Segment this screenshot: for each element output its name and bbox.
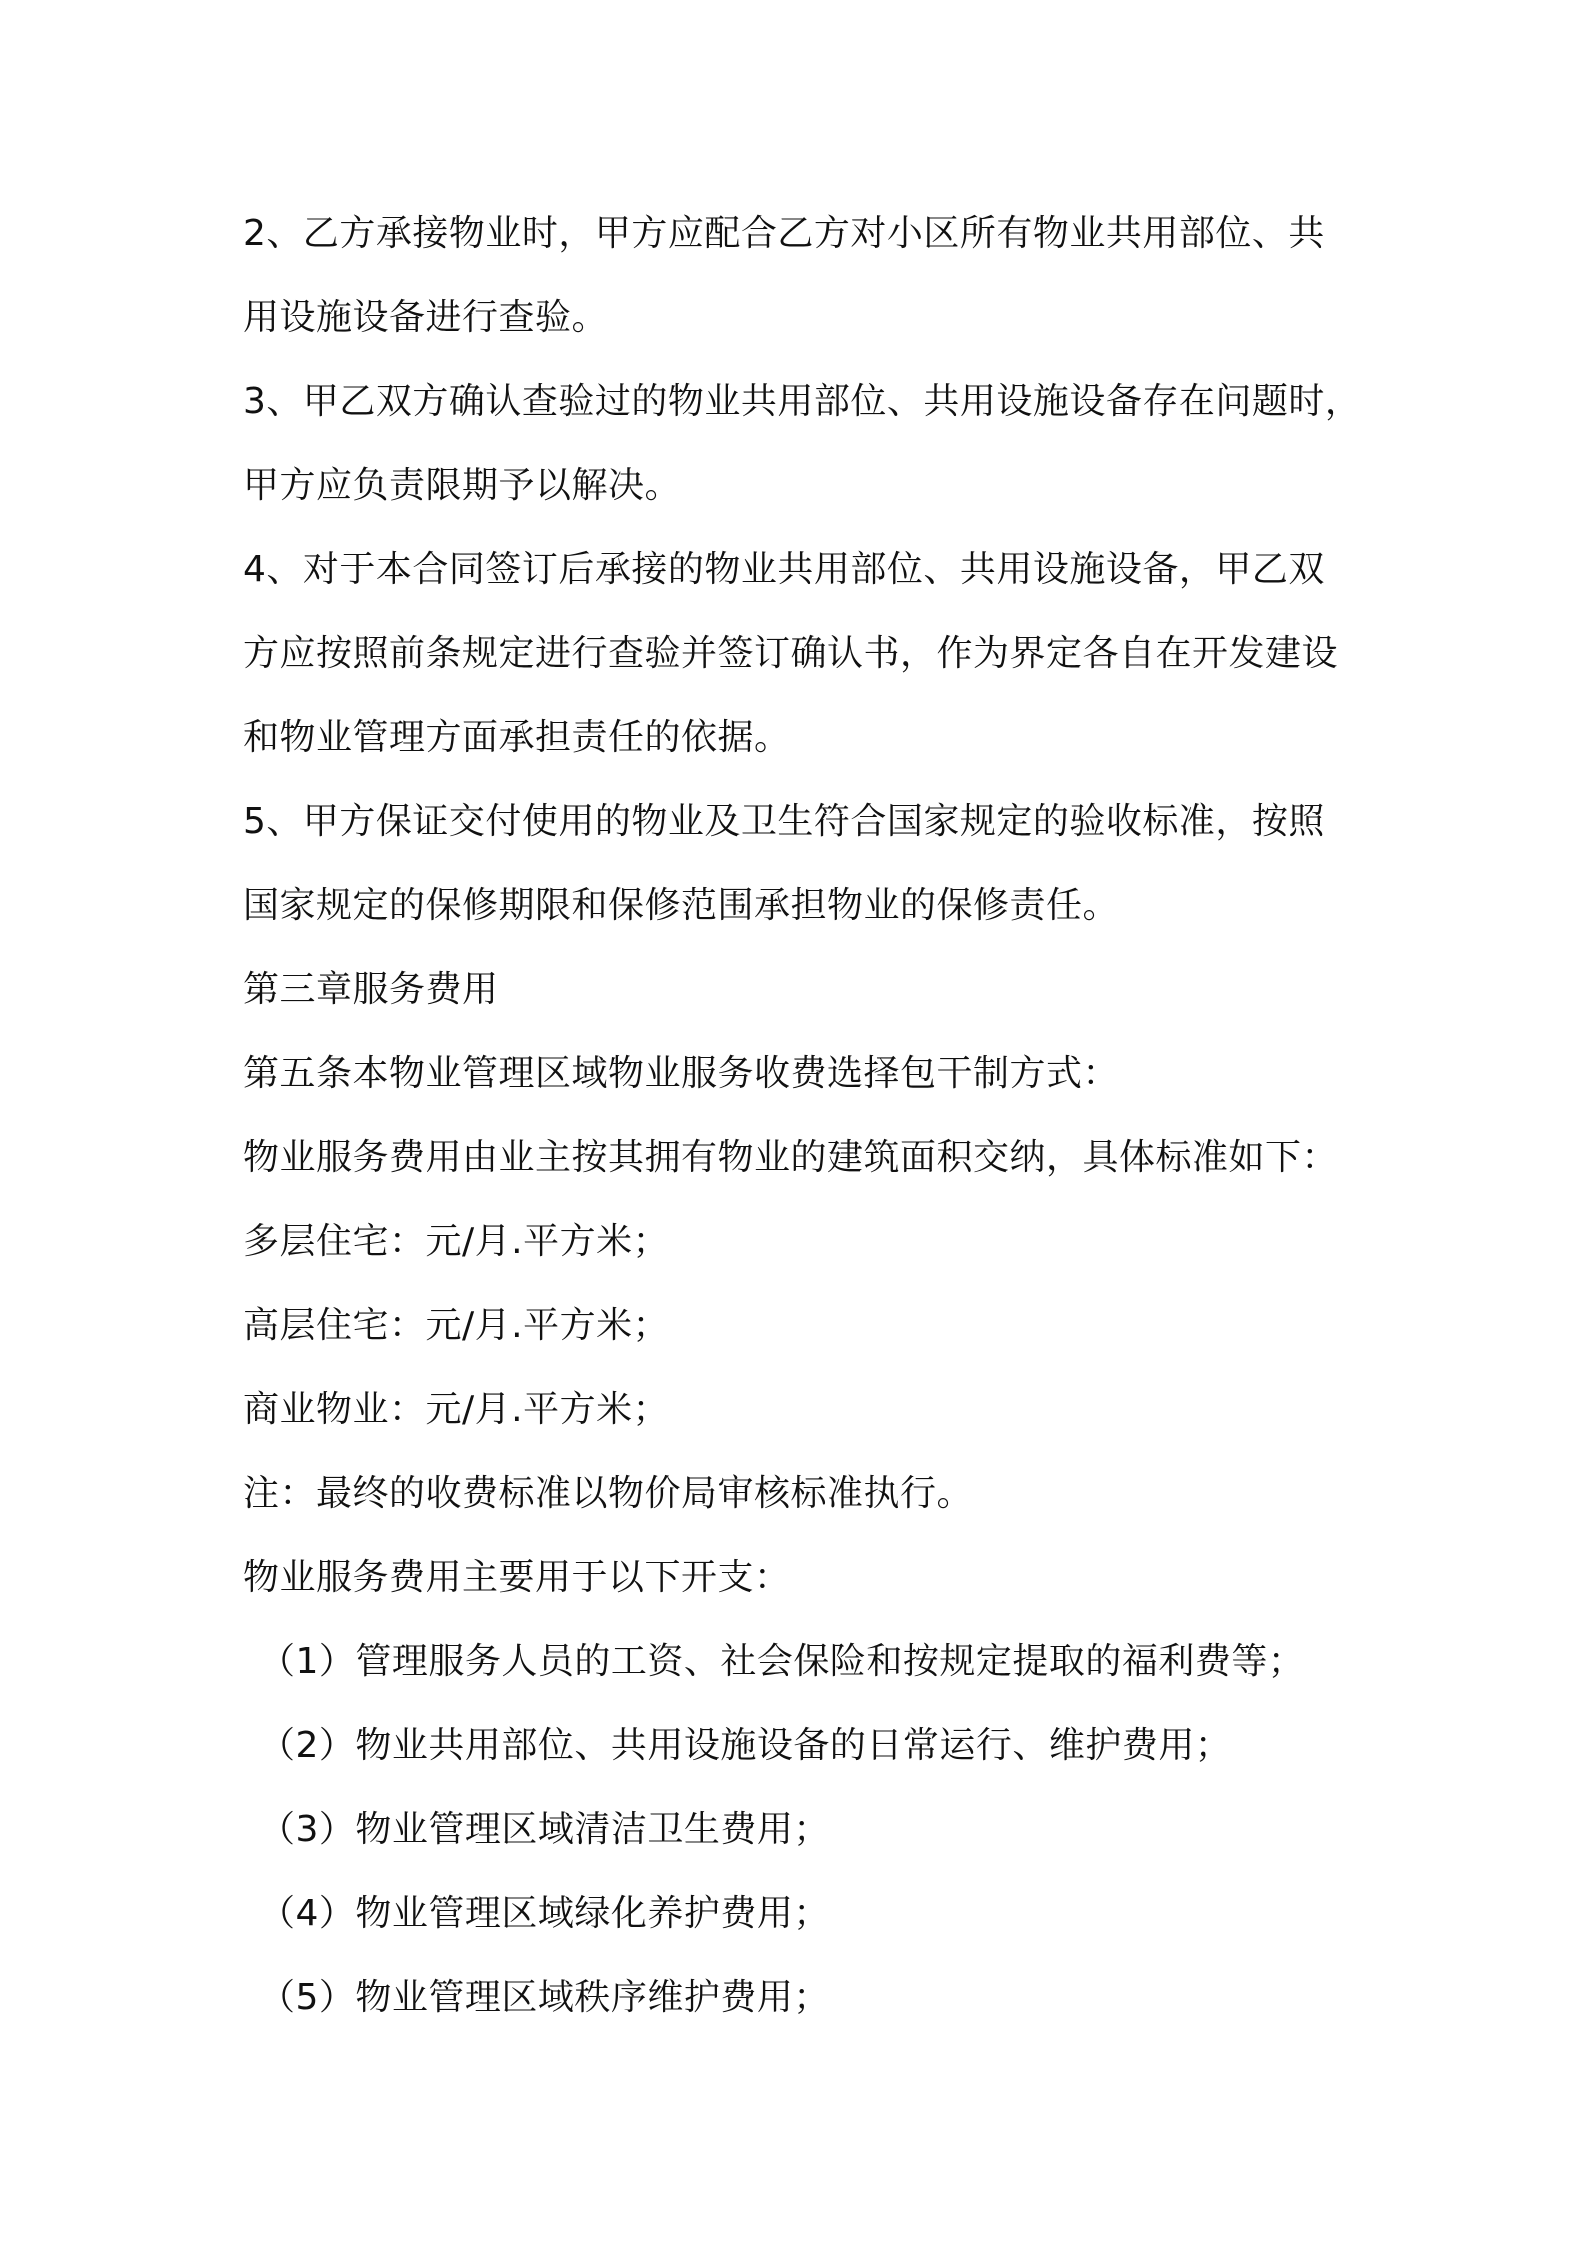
paragraph-line: 5、甲方保证交付使用的物业及卫生符合国家规定的验收标准，按照 xyxy=(243,801,1325,842)
paragraph-line: 甲方应负责限期予以解决。 xyxy=(243,465,682,506)
note-line: 注：最终的收费标准以物价局审核标准执行。 xyxy=(243,1473,974,1514)
fee-item-highrise: 高层住宅：元/月.平方米； xyxy=(243,1305,670,1346)
paragraph-line: 4、对于本合同签订后承接的物业共用部位、共用设施设备，甲乙双 xyxy=(243,549,1325,590)
paragraph-line: 2、乙方承接物业时，甲方应配合乙方对小区所有物业共用部位、共 xyxy=(243,213,1325,254)
article-heading: 第五条本物业管理区域物业服务收费选择包干制方式： xyxy=(243,1053,1120,1094)
fee-item-multistorey: 多层住宅：元/月.平方米； xyxy=(243,1221,670,1262)
paragraph-line: 用设施设备进行查验。 xyxy=(243,297,609,338)
paragraph-line: 国家规定的保修期限和保修范围承担物业的保修责任。 xyxy=(243,885,1120,926)
paragraph-line: 和物业管理方面承担责任的依据。 xyxy=(243,717,791,758)
list-item: （4）物业管理区域绿化养护费用； xyxy=(259,1893,830,1934)
paragraph-line: 3、甲乙双方确认查验过的物业共用部位、共用设施设备存在问题时， xyxy=(243,381,1362,422)
fee-item-commercial: 商业物业：元/月.平方米； xyxy=(243,1389,670,1430)
paragraph-line: 物业服务费用主要用于以下开支： xyxy=(243,1557,791,1598)
list-item: （2）物业共用部位、共用设施设备的日常运行、维护费用； xyxy=(259,1725,1232,1766)
chapter-heading: 第三章服务费用 xyxy=(243,969,499,1010)
paragraph-line: 物业服务费用由业主按其拥有物业的建筑面积交纳，具体标准如下： xyxy=(243,1137,1339,1178)
list-item: （5）物业管理区域秩序维护费用； xyxy=(259,1977,830,2018)
document-body xyxy=(243,192,1373,2040)
list-item: （3）物业管理区域清洁卫生费用； xyxy=(259,1809,830,1850)
paragraph-line: 方应按照前条规定进行查验并签订确认书，作为界定各自在开发建设 xyxy=(243,633,1339,674)
list-item: （1）管理服务人员的工资、社会保险和按规定提取的福利费等； xyxy=(259,1641,1305,1682)
